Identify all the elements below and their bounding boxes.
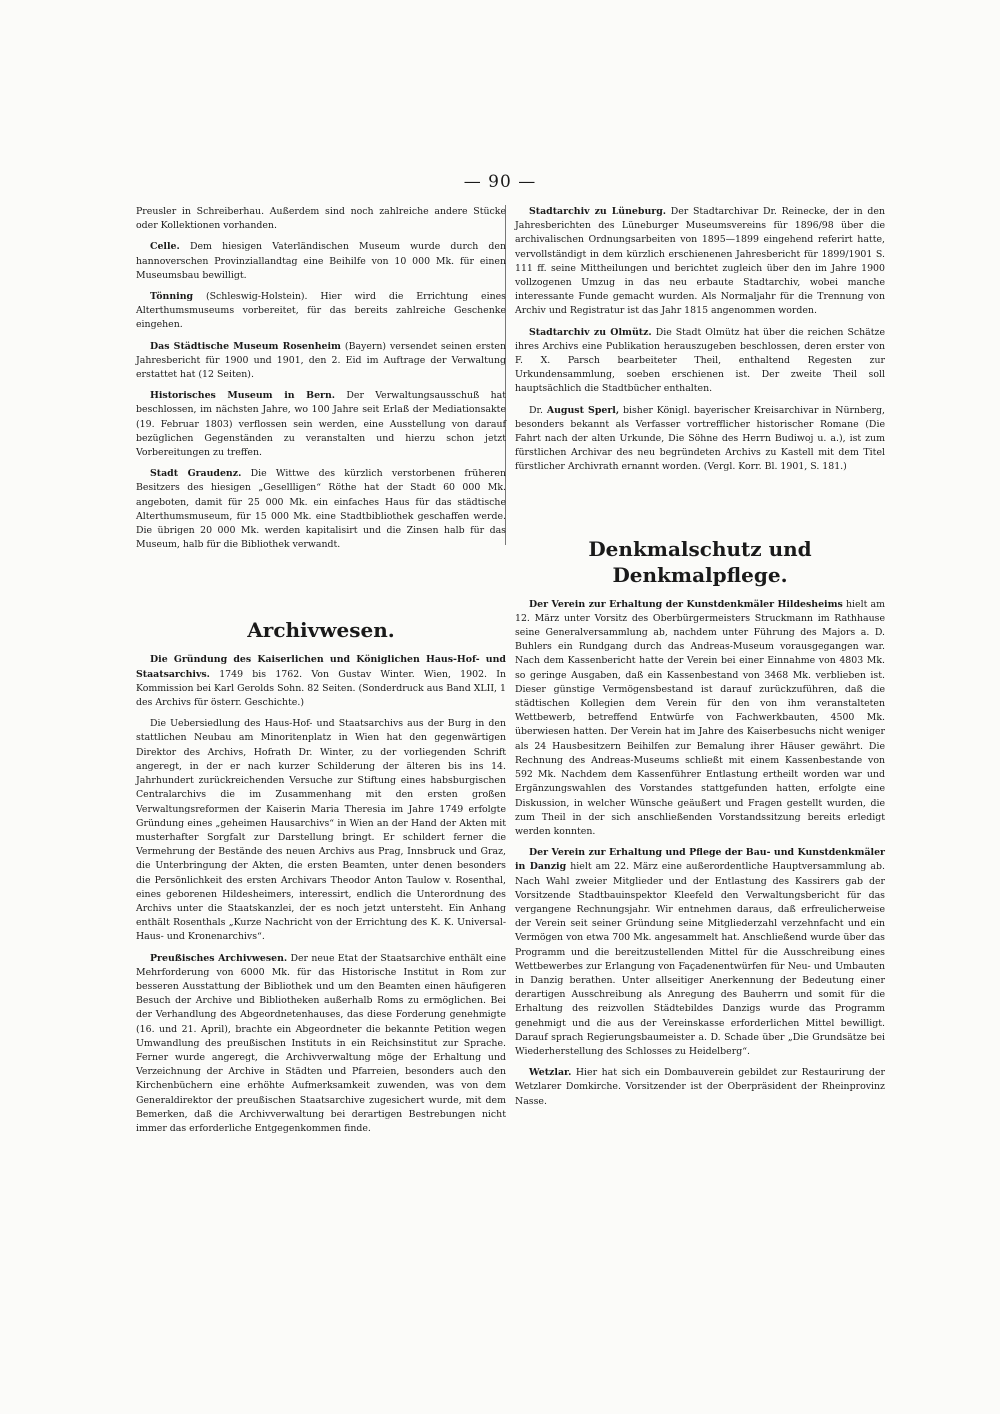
right-column	[515, 205, 885, 1116]
section-title-denkmalschutz: Denkmalschutz und Denkmalpflege.	[588, 536, 812, 587]
spacer	[515, 482, 885, 526]
paragraph-wetzlar	[515, 1066, 885, 1109]
book-entry	[136, 653, 506, 710]
paragraph-preusler: Preusler in Schreiberhau. Außerdem sind noch zahlreiche andere Stücke oder Kollektionen vorhanden.	[136, 206, 506, 232]
paragraph-hildesheim	[515, 598, 885, 839]
heading-celle: Celle.	[150, 241, 180, 253]
heading-hildesheim: Der Verein zur Erhaltung der Kunstdenkmäler Hildesheims	[529, 598, 843, 610]
text-bern: Der Verwaltungsausschuß hat beschlossen, im nächsten Jahre, wo 100 Jahre seit Erlaß der Mediationsakte (19. Februar 1803) verflossen sein werden, eine Ausstellung von darauf bezüglichen Gegenständen zu veranstalten und hierzu schon jetzt Vorbereitungen zu treffen.	[136, 390, 506, 459]
heading-wetzlar: Wetzlar.	[529, 1067, 572, 1079]
heading-bern: Historisches Museum in Bern.	[150, 390, 336, 402]
text-olmuetz: Die Stadt Olmütz hat über die reichen Schätze ihres Archivs eine Publikation herauszugeben beschlossen, deren erster von F. X. Parsch bearbeiteter Theil, enthaltend Regesten zur Urkundensammlung, soeben erschienen ist. Der zweite Theil soll hauptsächlich die Stadtbücher enthalten.	[515, 326, 886, 395]
text-sperl: bisher Königl. bayerischer Kreisarchivar in Nürnberg, besonders bekannt als Verfasser vortrefflicher historischer Romane (Die Fahrt nach der alten Urkunde, Die Söhne des Herrn Budiwoj u. a.), ist zum fürstlichen Archivar des neu begründeten Archivs zu Kastell mit dem Titel fürstlicher Archivrath ernannt worden. (Vergl. Korr. Bl. 1901, S. 181.)	[515, 404, 886, 473]
paragraph-celle	[136, 240, 506, 283]
paragraph-lueneburg	[515, 205, 885, 319]
heading-preussisches-archivwesen: Preußisches Archivwesen.	[150, 952, 288, 964]
heading-rosenheim: Das Städtische Museum Rosenheim	[150, 340, 341, 352]
paragraph-toenning	[136, 290, 506, 333]
title-prefix: Dr.	[529, 404, 543, 416]
heading-sperl: August Sperl,	[546, 404, 620, 416]
text-rosenheim: (Bayern) versendet seinen ersten Jahresbericht für 1900 und 1901, den 2. Eid im Auftrage der Verwaltung erstattet hat (12 Seiten).	[136, 340, 506, 381]
paragraph-bern	[136, 389, 506, 460]
heading-toenning: Tönning	[150, 291, 194, 303]
text-wetzlar: Hier hat sich ein Dombauverein gebildet zur Restaurirung der Wetzlarer Domkirche. Vorsitzender ist der Oberpräsident der Rheinprovinz Nasse.	[515, 1067, 885, 1107]
paragraph-rosenheim	[136, 340, 506, 383]
text-graudenz: Die Wittwe des kürzlich verstorbenen früheren Besitzers des hiesigen „Gesellligen“ Röthe hat der Stadt 60 000 Mk. angeboten, damit für 25 000 Mk. ein einfaches Haus für das städtische Alterthumsmuseum, für 15 000 Mk. eine Stadtbibliothek geschaffen werde. Die übrigen 20 000 Mk. werden kapitalisirt und die Zinsen halb für das Museum, halb für die Bibliothek verwandt.	[136, 468, 506, 551]
spacer	[136, 559, 506, 607]
book-details: 1749 bis 1762. Von Gustav Winter. Wien, 1902. In Kommission bei Karl Gerolds Sohn. 82 Seiten. (Sonderdruck aus Band XLII, 1 des Archivs für österr. Geschichte.)	[136, 668, 506, 709]
heading-lueneburg: Stadtarchiv zu Lüneburg.	[529, 206, 667, 217]
text-danzig: hielt am 22. März eine außerordentliche Hauptversammlung ab. Nach Wahl zweier Mitglieder und der Entlastung des Kassirers gab der Vorsitzende Stadtbauinspektor Kleefeld den Verwaltungsbericht für das vergangene Rechnungsjahr. Wir entnehmen daraus, daß erfreulicherweise der Verein seit seiner Gründung seine Mitgliederzahl verzehnfacht und ein Vermögen von etwa 700 Mk. angesammelt hat. Anschließend wurde über das Programm und die bereitzustellenden Mittel für die Ausschreibung eines Wettbewerbes zur Erlangung von Façadenentwürfen für Neu- und Umbauten in Danzig berathen. Unter allseitiger Anerkennung der Bedeutung einer derartigen Ausschreibung als Anregung des Bauherrn und somit für die Erhaltung des reizvollen Städtebildes Danzigs wurde das Programm genehmigt und die aus der Vereinskasse erforderlichen Mittel bewilligt. Darauf sprach Regierungsbaumeister a. D. Schade über „Die Grundsätze bei Wiederherstellung des Schlosses zu Heidelberg“.	[515, 861, 886, 1057]
section-title-archivwesen: Archivwesen.	[247, 618, 395, 643]
paragraph-sperl	[515, 404, 885, 475]
heading-graudenz: Stadt Graudenz.	[150, 468, 242, 480]
heading-olmuetz: Stadtarchiv zu Olmütz.	[529, 326, 652, 338]
paragraph-olmuetz	[515, 326, 885, 397]
paragraph-preussisches-archivwesen	[136, 952, 506, 1137]
paragraph-danzig	[515, 846, 885, 1059]
page-number: — 90 —	[463, 172, 537, 192]
text-celle: Dem hiesigen Vaterländischen Museum wurde durch den hannoverschen Provinziallandtag eine Beihilfe von 10 000 Mk. für einen Museumsbau bewilligt.	[136, 241, 506, 281]
left-column	[136, 205, 506, 1143]
heading-danzig: Der Verein zur Erhaltung und Pflege der Bau- und Kunstdenkmäler in Danzig	[515, 847, 885, 873]
text-toenning: (Schleswig-Holstein). Hier wird die Errichtung eines Alterthumsmuseums vorbereitet, für das bereits zahlreiche Geschenke eingehen.	[136, 291, 506, 331]
paragraph-uebersiedlung: Die Uebersiedlung des Haus-Hof- und Staatsarchivs aus der Burg in den stattlichen Neubau am Minoritenplatz in Wien hat den gegenwärtigen Direktor des Archivs, Hofrath Dr. Winter, zu der vorliegenden Schrift angeregt, in der er nach kurzer Schilderung der älteren bis ins 14. Jahrhundert zurückreichenden Versuche zur Stiftung eines habsburgischen Centralarchivs die im Zusammenhang mit den ersten großen Verwaltungsreformen der Kaiserin Maria Theresia im Jahre 1749 erfolgte Gründung eines „geheimen Hausarchivs“ in Wien an der Hand der Akten mit musterhafter Sorgfalt zur Darstellung bringt. Er schildert ferner die Vermehrung der Bestände des neuen Archivs aus Prag, Innsbruck und Graz, die Unterbringung der Akten, die ersten Beamten, unter denen besonders die Persönlichkeit des ersten Archivars Theodor Anton Taulow v. Rosenthal, eines geborenen Hildesheimers, interessirt, endlich die Unterordnung des Archivs unter die Staatskanzlei, der es noch jetzt untersteht. Ein Anhang enthält Rosenthals „Kurze Nachricht von der Errichtung des K. K. Universal-Haus- und Kronenarchivs“.	[136, 718, 506, 943]
text-hildesheim: hielt am 12. März unter Vorsitz des Oberbürgermeisters Struckmann im Rathhause seine Generalversammlung ab, nachdem unter Führung des Majors a. D. Buhlers ein Rundgang durch das Andreas-Museum vorausgegangen war. Nach dem Kassenbericht hatte der Verein bei einer Einnahme von 4803 Mk. so geringe Ausgaben, daß ein Kassenbestand von 3468 Mk. verblieben ist. Dieser günstige Vermögensbestand ist darauf zurückzuführen, daß die städtischen Kollegien dem Verein für den von ihm veranstalteten Wettbewerb, betreffend Entwürfe von Fachwerkbauten, 4500 Mk. überwiesen hatten. Der Verein hat im Jahre des Kaiserbesuchs nicht weniger als 24 Hausbesitzern Beihilfen zur Bemalung ihrer Häuser gewährt. Die Rechnung des Andreas-Museums schließt mit einem Kassenbestande von 592 Mk. Nachdem dem Kassenführer Entlastung ertheilt worden war und Ergänzungswahlen des Vorstandes stattgefunden hatten, erfolgte eine Diskussion, in welcher Wünsche geäußert und Fragen gestellt wurden, die zum Theil in der sich anschließenden Vorstandssitzung bereits erledigt werden konnten.	[515, 598, 885, 837]
paragraph-graudenz	[136, 467, 506, 552]
text-preussisches-archivwesen: Der neue Etat der Staatsarchive enthält eine Mehrforderung von 6000 Mk. für das Historische Institut in Rom zur besseren Ausstattung der Bibliothek und um den Beamten einen häufigeren Besuch der Archive und Bibliotheken außerhalb Roms zu ermöglichen. Bei der Verhandlung des Abgeordnetenhauses, das diese Forderung genehmigte (16. und 21. April), brachte ein Abgeordneter die bekannte Petition wegen Umwandlung des preußischen Instituts in ein Reichsinstitut zur Sprache. Ferner wurde angeregt, die Archivverwaltung möge der Erhaltung und Verzeichnung der Archive in Städten und Pfarreien, besonders auch den Kirchenbüchern eine erhöhte Aufmerksamkeit zuwenden, was von dem Generaldirektor der preußischen Staatsarchive zugesichert wurde, mit dem Bemerken, daß die Archivverwaltung bei derartigen Bestrebungen nicht immer das erforderliche Entgegenkommen finde.	[136, 952, 506, 1134]
text-lueneburg: Der Stadtarchivar Dr. Reinecke, der in den Jahresberichten des Lüneburger Museumsvereins für 1896/98 über die archivalischen Ordnungsarbeiten von 1895—1899 eingehend referirt hatte, vervollständigt in dem kürzlich erschienenen Jahresbericht für 1899/1901 S. 111 ff. seine Mittheilungen und berichtet zugleich über den im Jahre 1900 vollzogenen Umzug in das neu erbaute Stadtarchiv, wobei manche interessante Funde gemacht wurden. Als Normaljahr für die Trennung von Archiv und Registratur ist das Jahr 1815 angenommen worden.	[515, 206, 885, 317]
book-title: Die Gründung des Kaiserlichen und Königlichen Haus-Hof- und Staatsarchivs.	[136, 654, 506, 680]
